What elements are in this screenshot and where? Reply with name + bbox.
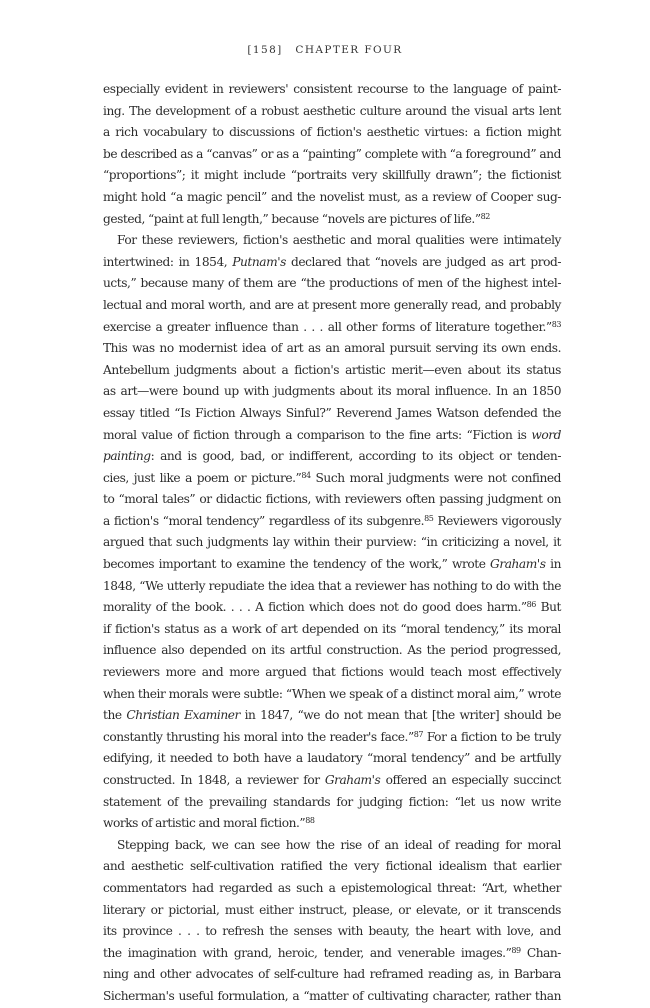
text-line: works of artistic and moral fiction.”$^{88}$ xyxy=(103,816,315,831)
text-line: For these reviewers, fiction's aesthetic and moral qualities were intimately xyxy=(117,233,561,248)
endnote-ref: 86 xyxy=(526,600,536,610)
endnote-ref: 84 xyxy=(301,470,311,480)
text-line: morality of the book. . . . A fiction which does not do good does harm.”$^{86}$ But xyxy=(103,600,561,615)
text-line: the Christian Examiner in 1847, “we do not mean that [the writer] should be xyxy=(103,708,562,723)
running-head xyxy=(0,44,650,56)
text-line: its province . . . to refresh the senses with beauty, the heart with love, and xyxy=(103,924,561,939)
text-line: if fiction's status as a work of art depended on its “moral tendency,” its moral xyxy=(103,621,561,636)
chapter-title: CHAPTER FOUR xyxy=(295,44,403,56)
text-line: lectual and moral worth, and are at present more generally read, and probably xyxy=(103,297,561,312)
text-line: intertwined: in 1854, Putnam's declared that “novels are judged as art prod- xyxy=(103,254,561,269)
text-line: edifying, it needed to both have a laudatory “moral tendency” and be artfully xyxy=(103,751,561,766)
endnote-ref: 85 xyxy=(424,513,434,523)
endnote-ref: 88 xyxy=(305,816,315,826)
text-line: especially evident in reviewers' consistent recourse to the language of paint- xyxy=(103,82,561,96)
text-line: influence also depended on its artful construction. As the period progressed, xyxy=(103,643,561,658)
text-line: painting: and is good, bad, or indifferent, according to its object or tenden- xyxy=(103,449,561,464)
text-line: statement of the prevailing standards for judging fiction: “let us now write xyxy=(103,794,561,809)
text-line: constantly thrusting his moral into the reader's face.”$^{87}$ For a fiction to be truly xyxy=(103,729,561,744)
text-line: ucts,” because many of them are “the productions of men of the highest intel- xyxy=(103,276,561,291)
text-line: ning and other advocates of self-culture had reframed reading as, in Barbara xyxy=(103,967,561,982)
text-line: Sicherman's useful formulation, a “matter of cultivating character, rather than xyxy=(103,988,561,1003)
endnote-ref: 89 xyxy=(511,945,521,955)
text-line: commentators had regarded as such a epistemological threat: “Art, whether xyxy=(103,880,561,895)
text-line: a fiction's “moral tendency” regardless of its subgenre.$^{85}$ Reviewers vigorously xyxy=(103,513,562,528)
text-line: as art—were bound up with judgments about its moral influence. In an 1850 xyxy=(103,384,561,399)
text-line: becomes important to examine the tendency of the work,” wrote Graham's in xyxy=(103,557,561,572)
text-line: moral value of fiction through a comparison to the fine arts: “Fiction is word xyxy=(103,427,561,442)
endnote-ref: 83 xyxy=(551,319,561,329)
text-line: to “moral tales” or didactic fictions, with reviewers often passing judgment on xyxy=(103,492,561,507)
text-line: a rich vocabulary to discussions of fiction's aesthetic virtues: a fiction might xyxy=(103,125,561,140)
text-line: exercise a greater influence than . . . all other forms of literature together.”$^{83}$ xyxy=(103,319,561,334)
text-line: This was no modernist idea of art as an amoral pursuit serving its own ends. xyxy=(103,341,561,356)
text-line: 1848, “We utterly repudiate the idea that a reviewer has nothing to do with the xyxy=(103,578,561,593)
endnote-ref: 82 xyxy=(480,211,490,221)
text-line: might hold “a magic pencil” and the novelist must, as a review of Cooper sug- xyxy=(103,189,561,204)
text-line: constructed. In 1848, a reviewer for Graham's offered an especially succinct xyxy=(103,773,561,787)
page-number: [158] xyxy=(247,44,283,56)
text-line: ing. The development of a robust aesthetic culture around the visual arts lent xyxy=(103,103,561,118)
text-line: and aesthetic self-cultivation ratified the very fictional idealism that earlier xyxy=(103,859,561,874)
text-line: gested, “paint at full length,” because “novels are pictures of life.”$^{82}$ xyxy=(103,211,490,226)
text-line: reviewers more and more argued that fictions would teach most effectively xyxy=(103,665,561,680)
text-line: essay titled “Is Fiction Always Sinful?” Reverend James Watson defended the xyxy=(103,405,561,420)
text-line: argued that such judgments lay within their purview: “in criticizing a novel, it xyxy=(103,535,561,550)
endnote-ref: 87 xyxy=(413,729,424,739)
text-line: the imagination with grand, heroic, tender, and venerable images.”$^{89}$ Chan- xyxy=(103,945,561,960)
text-line: literary or pictorial, must either instruct, please, or elevate, or it transcends xyxy=(103,902,561,917)
text-line: be described as a “canvas” or as a “painting” complete with “a foreground” and xyxy=(103,146,561,161)
text-line: Antebellum judgments about a fiction's artistic merit—even about its status xyxy=(103,362,561,377)
text-line: “proportions”; it might include “portraits very skillfully drawn”; the fictionist xyxy=(103,168,561,183)
text-line: when their morals were subtle: “When we speak of a distinct moral aim,” wrote xyxy=(103,686,561,701)
text-line: cies, just like a poem or picture.”$^{84}$ Such moral judgments were not confined xyxy=(103,470,561,485)
body-text xyxy=(103,79,561,1008)
text-line: Stepping back, we can see how the rise of an ideal of reading for moral xyxy=(117,837,561,852)
